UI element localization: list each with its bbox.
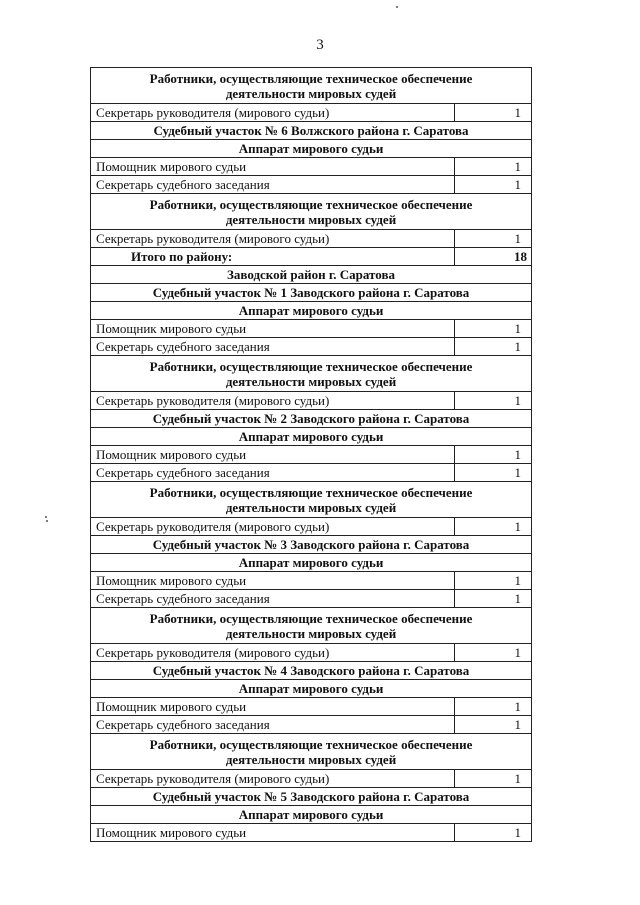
position-count: 1 bbox=[455, 320, 532, 338]
position-count: 1 bbox=[455, 572, 532, 590]
table-section-heading-row bbox=[91, 356, 532, 392]
position-count: 1 bbox=[455, 716, 532, 734]
position-count: 1 bbox=[455, 392, 532, 410]
position-count: 1 bbox=[455, 644, 532, 662]
section-heading: Работники, осуществляющие техническое обеспечение деятельности мировых судей bbox=[91, 356, 532, 392]
section-heading: Аппарат мирового судьи bbox=[91, 140, 532, 158]
position-name: Секретарь руководителя (мирового судьи) bbox=[91, 518, 455, 536]
section-heading: Работники, осуществляющие техническое обеспечение деятельности мировых судей bbox=[91, 482, 532, 518]
position-count: 1 bbox=[455, 770, 532, 788]
table-section-heading-row bbox=[91, 554, 532, 572]
position-name: Секретарь руководителя (мирового судьи) bbox=[91, 770, 455, 788]
position-count: 1 bbox=[455, 590, 532, 608]
table-row bbox=[91, 698, 532, 716]
position-name: Секретарь судебного заседания bbox=[91, 464, 455, 482]
position-count: 1 bbox=[455, 464, 532, 482]
table-section-heading-row bbox=[91, 482, 532, 518]
table-section-heading-row bbox=[91, 680, 532, 698]
position-count: 1 bbox=[455, 446, 532, 464]
position-name: Помощник мирового судьи bbox=[91, 698, 455, 716]
section-heading: Аппарат мирового судьи bbox=[91, 428, 532, 446]
table-section-heading-row bbox=[91, 734, 532, 770]
section-heading: Судебный участок № 2 Заводского района г. Саратова bbox=[91, 410, 532, 428]
section-heading: Аппарат мирового судьи bbox=[91, 806, 532, 824]
table-section-heading-row bbox=[91, 806, 532, 824]
section-heading: Заводской район г. Саратова bbox=[91, 266, 532, 284]
section-heading: Судебный участок № 1 Заводского района г. Саратова bbox=[91, 284, 532, 302]
position-name: Секретарь судебного заседания bbox=[91, 716, 455, 734]
position-count: 1 bbox=[455, 230, 532, 248]
table-section-heading-row bbox=[91, 410, 532, 428]
table-section-heading-row bbox=[91, 140, 532, 158]
position-count: 1 bbox=[455, 824, 532, 842]
table-section-heading-row bbox=[91, 302, 532, 320]
section-heading: Аппарат мирового судьи bbox=[91, 302, 532, 320]
total-count: 18 bbox=[455, 248, 532, 266]
section-heading: Работники, осуществляющие техническое обеспечение деятельности мировых судей bbox=[91, 734, 532, 770]
table-section-heading-row bbox=[91, 122, 532, 140]
table-row bbox=[91, 824, 532, 842]
position-count: 1 bbox=[455, 158, 532, 176]
position-count: 1 bbox=[455, 176, 532, 194]
table-row bbox=[91, 338, 532, 356]
table-row bbox=[91, 104, 532, 122]
position-name: Помощник мирового судьи bbox=[91, 320, 455, 338]
scan-speck bbox=[45, 516, 47, 518]
table-row bbox=[91, 644, 532, 662]
section-heading: Судебный участок № 6 Волжского района г. Саратова bbox=[91, 122, 532, 140]
position-count: 1 bbox=[455, 698, 532, 716]
table-row bbox=[91, 716, 532, 734]
table-section-heading-row bbox=[91, 608, 532, 644]
table-section-heading-row bbox=[91, 266, 532, 284]
position-name: Секретарь руководителя (мирового судьи) bbox=[91, 392, 455, 410]
page-number: 3 bbox=[316, 37, 324, 53]
position-name: Секретарь руководителя (мирового судьи) bbox=[91, 644, 455, 662]
section-heading: Работники, осуществляющие техническое обеспечение деятельности мировых судей bbox=[91, 68, 532, 104]
staffing-table bbox=[90, 67, 532, 842]
position-name: Секретарь судебного заседания bbox=[91, 338, 455, 356]
position-name: Секретарь руководителя (мирового судьи) bbox=[91, 104, 455, 122]
table-row bbox=[91, 572, 532, 590]
table-section-heading-row bbox=[91, 428, 532, 446]
table-row bbox=[91, 518, 532, 536]
table-row bbox=[91, 158, 532, 176]
table-row bbox=[91, 320, 532, 338]
table-section-heading-row bbox=[91, 284, 532, 302]
table-row bbox=[91, 176, 532, 194]
table-section-heading-row bbox=[91, 536, 532, 554]
table-row bbox=[91, 392, 532, 410]
staffing-table-body bbox=[91, 68, 532, 842]
position-name: Секретарь руководителя (мирового судьи) bbox=[91, 230, 455, 248]
table-section-heading-row bbox=[91, 194, 532, 230]
position-name: Помощник мирового судьи bbox=[91, 158, 455, 176]
position-name: Секретарь судебного заседания bbox=[91, 590, 455, 608]
section-heading: Судебный участок № 4 Заводского района г. Саратова bbox=[91, 662, 532, 680]
scan-speck bbox=[396, 6, 398, 8]
table-total-row bbox=[91, 248, 532, 266]
section-heading: Аппарат мирового судьи bbox=[91, 554, 532, 572]
table-row bbox=[91, 446, 532, 464]
position-count: 1 bbox=[455, 518, 532, 536]
scan-speck bbox=[46, 520, 48, 522]
table-row bbox=[91, 770, 532, 788]
table-section-heading-row bbox=[91, 788, 532, 806]
position-count: 1 bbox=[455, 104, 532, 122]
position-count: 1 bbox=[455, 338, 532, 356]
position-name: Секретарь судебного заседания bbox=[91, 176, 455, 194]
table-section-heading-row bbox=[91, 662, 532, 680]
section-heading: Судебный участок № 3 Заводского района г. Саратова bbox=[91, 536, 532, 554]
section-heading: Работники, осуществляющие техническое обеспечение деятельности мировых судей bbox=[91, 194, 532, 230]
section-heading: Аппарат мирового судьи bbox=[91, 680, 532, 698]
table-section-heading-row bbox=[91, 68, 532, 104]
section-heading: Работники, осуществляющие техническое обеспечение деятельности мировых судей bbox=[91, 608, 532, 644]
section-heading: Судебный участок № 5 Заводского района г. Саратова bbox=[91, 788, 532, 806]
position-name: Помощник мирового судьи bbox=[91, 446, 455, 464]
position-name: Помощник мирового судьи bbox=[91, 572, 455, 590]
table-row bbox=[91, 230, 532, 248]
total-label: Итого по району: bbox=[91, 248, 455, 266]
table-row bbox=[91, 464, 532, 482]
position-name: Помощник мирового судьи bbox=[91, 824, 455, 842]
table-row bbox=[91, 590, 532, 608]
